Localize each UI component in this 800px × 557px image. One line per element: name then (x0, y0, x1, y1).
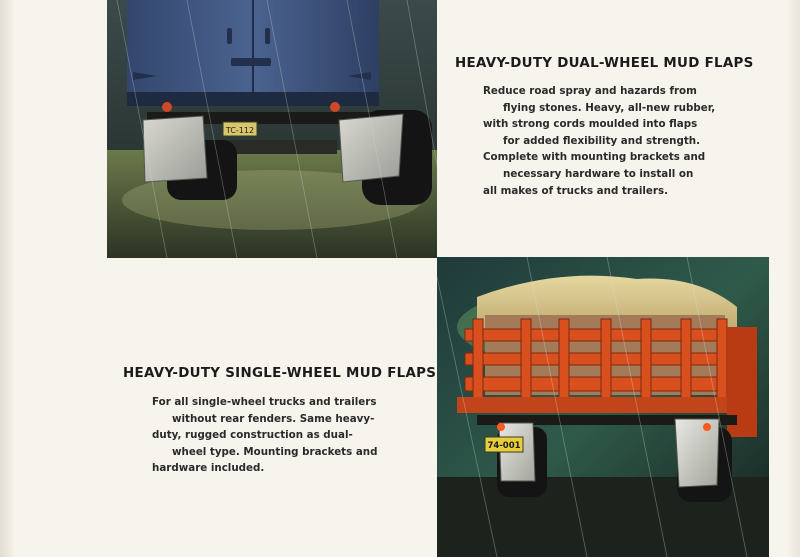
single-line: duty, rugged construction as dual- (152, 429, 353, 442)
single-wheel-truck-illustration (437, 257, 769, 557)
page-spine (0, 0, 14, 557)
dual-wheel-heading: HEAVY-DUTY DUAL-WHEEL MUD FLAPS (455, 56, 754, 71)
dual-line: Complete with mounting brackets and (483, 151, 706, 164)
page-edge (786, 0, 800, 557)
single-line: For all single-wheel trucks and trailers (152, 396, 377, 408)
dual-line: flying stones. Heavy, all-new rubber, (503, 101, 716, 114)
dual-line: with strong cords moulded into flaps (483, 118, 698, 131)
dual-plate-text: TC-112 (225, 126, 255, 135)
dual-line: for added flexibility and strength. (503, 134, 701, 147)
single-wheel-description (152, 394, 377, 477)
single-plate-text: 74-001 (487, 441, 521, 451)
dual-line: Reduce road spray and hazards from (483, 85, 697, 97)
single-wheel-heading: HEAVY-DUTY SINGLE-WHEEL MUD FLAPS (123, 366, 437, 381)
single-line: without rear fenders. Same heavy- (172, 412, 375, 425)
single-line: hardware included. (152, 462, 265, 475)
single-line: wheel type. Mounting brackets and (172, 445, 378, 458)
dual-line: all makes of trucks and trailers. (483, 184, 669, 197)
dual-wheel-truck-illustration (107, 0, 437, 258)
dual-line: necessary hardware to install on (503, 167, 694, 180)
dual-wheel-description (483, 83, 715, 199)
